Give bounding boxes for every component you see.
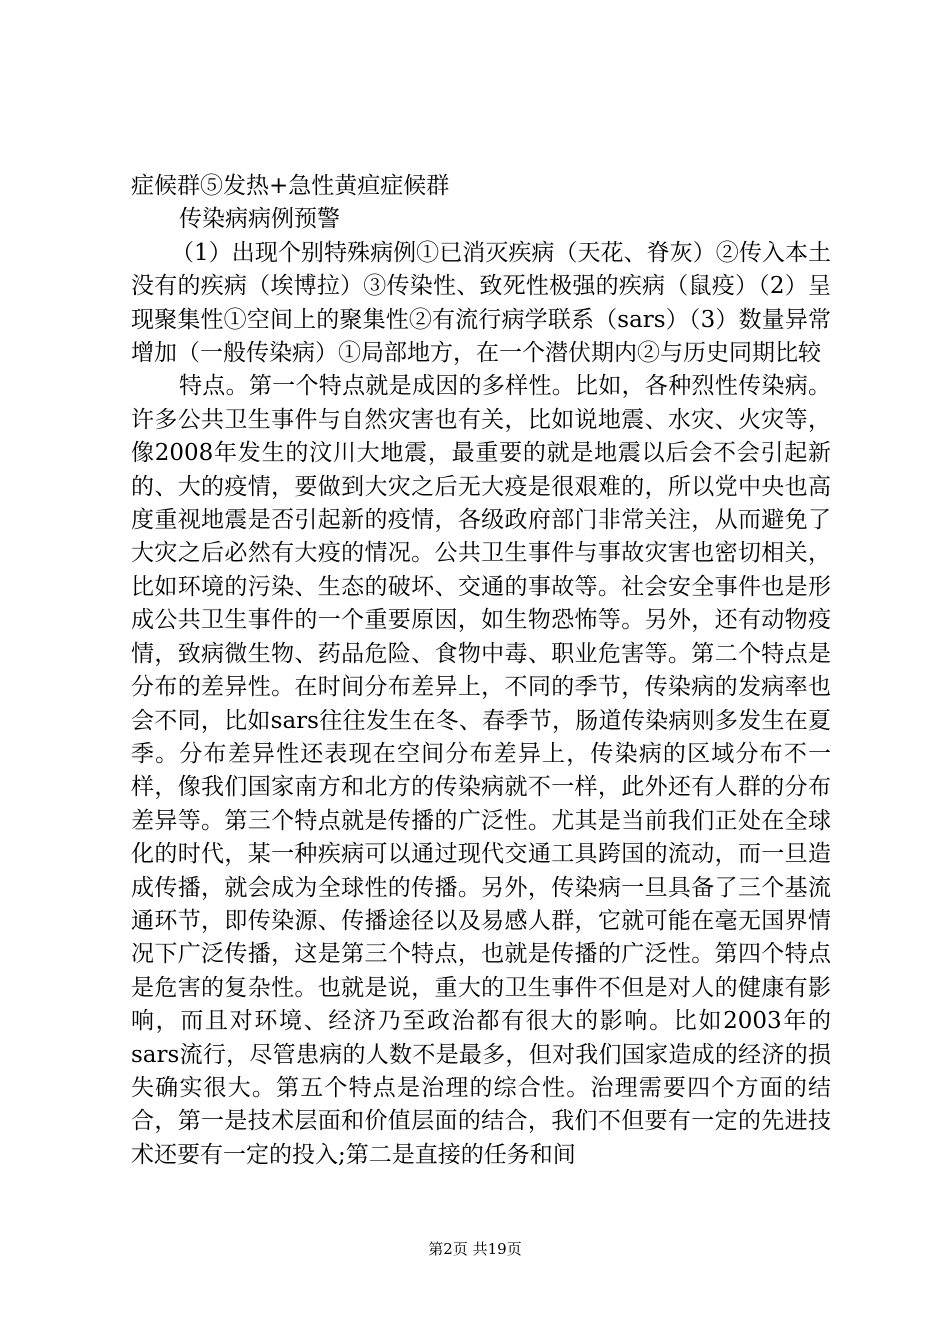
paragraph-syndrome: 症候群⑤发热+急性黄疸症候群 [131,173,450,199]
page-footer: 第2页 共19页 [428,1240,522,1258]
document-body [131,170,831,1172]
paragraph-characteristics: 特点。第一个特点就是成因的多样性。比如，各种烈性传染病。许多公共卫生事件与自然灾害也有关，比如说地震、水灾、火灾等，像2008年发生的汶川大地震，最重要的就是地震以后会不会引起新的、大的疫情，要做到大灾之后无大疫是很艰难的，所以党中央也高度重视地震是否引起新的疫情，各级政府部门非常关注，从而避免了大灾之后必然有大疫的情况。公共卫生事件与事故灾害也密切相关，比如环境的污染、生态的破坏、交通的事故等。社会安全事件也是形成公共卫生事件的一个重要原因，如生物恐怖等。另外，还有动物疫情，致病微生物、药品危险、食物中毒、职业危害等。第二个特点是分布的差异性。在时间分布差异上，不同的季节，传染病的发病率也会不同，比如sars往往发生在冬、春季节，肠道传染病则多发生在夏季。分布差异性还表现在空间分布差异上，传染病的区域分布不一样，像我们国家南方和北方的传染病就不一样，此外还有人群的分布差异等。第三个特点就是传播的广泛性。尤其是当前我们正处在全球化的时代，某一种疾病可以通过现代交通工具跨国的流动，而一旦造成传播，就会成为全球性的传播。另外，传染病一旦具备了三个基流通环节，即传染源、传播途径以及易感人群，它就可能在毫无国界情况下广泛传播，这是第三个特点，也就是传播的广泛性。第四个特点是危害的复杂性。也就是说，重大的卫生事件不但是对人的健康有影响，而且对环境、经济乃至政治都有很大的影响。比如2003年的sars流行，尽管患病的人数不是最多，但对我们国家造成的经济的损失确实很大。第五个特点是治理的综合性。治理需要四个方面的结合，第一是技术层面和价值层面的结合，我们不但要有一定的先进技术还要有一定的投入;第二是直接的任务和间 [131,373,831,1168]
paragraph-warning-criteria: （1）出现个别特殊病例①已消灭疾病（天花、脊灰）②传入本土没有的疾病（埃博拉）③传染性、致死性极强的疾病（鼠疫）（2）呈现聚集性①空间上的聚集性②有流行病学联系（sars）（3）数量异常增加（一般传染病）①局部地方，在一个潜伏期内②与历史同期比较 [131,239,831,367]
paragraph-heading-warning: 传染病病例预警 [179,206,340,233]
